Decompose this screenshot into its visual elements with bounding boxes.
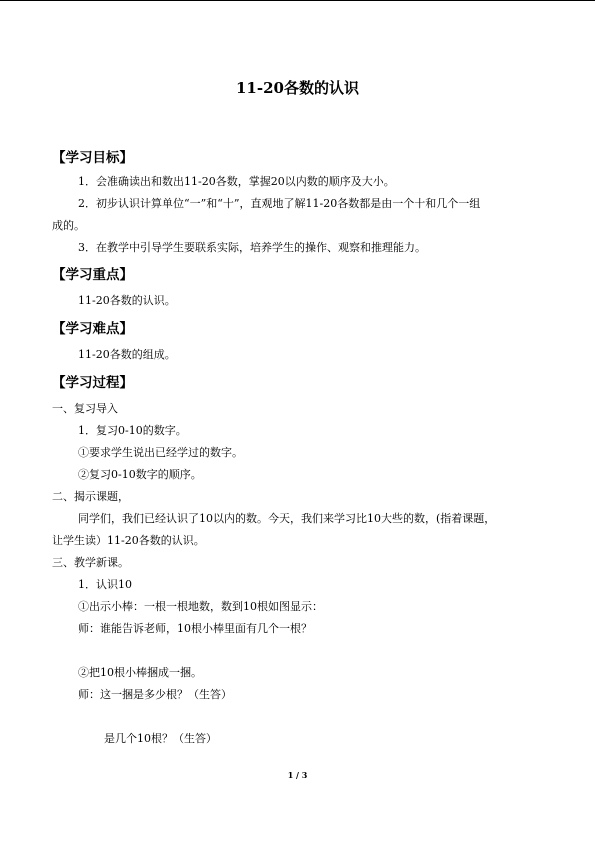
page-top-border bbox=[0, 0, 595, 1]
process-step-3: 三、教学新课。 bbox=[52, 556, 129, 569]
heading-learning-process: 【学习过程】 bbox=[52, 375, 133, 391]
process-step-3-a: ①出示小棒：一根一根地数，数到10根如图显示： bbox=[78, 600, 323, 613]
goal-2-line-2: 成的。 bbox=[52, 219, 85, 232]
process-step-3-item: 1．认识10 bbox=[78, 578, 132, 591]
process-step-2: 二、揭示课题， bbox=[52, 490, 129, 503]
heading-difficult-points: 【学习难点】 bbox=[52, 321, 133, 337]
process-step-1-a: ①要求学生说出已经学过的数字。 bbox=[78, 446, 243, 459]
process-step-1: 一、复习导入 bbox=[52, 402, 118, 415]
teacher-question-2: 师：这一捆是多少根？（生答） bbox=[78, 688, 232, 701]
difficult-points-text: 11-20各数的组成。 bbox=[78, 348, 176, 361]
goal-3: 3．在教学中引导学生要联系实际，培养学生的操作、观察和推理能力。 bbox=[78, 241, 426, 254]
teacher-question-1: 师：谁能告诉老师，10根小棒里面有几个一根？ bbox=[78, 622, 312, 635]
process-step-2-line-2: 让学生读）11-20各数的认识。 bbox=[52, 534, 205, 547]
process-step-1-item: 1．复习0-10的数字。 bbox=[78, 424, 187, 437]
page-title: 11-20各数的认识 bbox=[236, 79, 359, 97]
process-step-1-b: ②复习0-10数字的顺序。 bbox=[78, 468, 202, 481]
page-number: 1 / 3 bbox=[287, 770, 308, 780]
goal-1: 1．会准确读出和数出11-20各数，掌握20以内数的顺序及大小。 bbox=[78, 175, 395, 188]
heading-key-points: 【学习重点】 bbox=[52, 267, 133, 283]
teacher-question-3: 是几个10根？（生答） bbox=[104, 732, 217, 745]
key-points-text: 11-20各数的认识。 bbox=[78, 294, 176, 307]
process-step-3-b: ②把10根小棒捆成一捆。 bbox=[78, 666, 202, 679]
heading-learning-goals: 【学习目标】 bbox=[52, 150, 133, 166]
process-step-2-line-1: 同学们，我们已经认识了10以内的数。今天，我们来学习比10大些的数，(指着课题， bbox=[78, 512, 496, 525]
goal-2-line-1: 2．初步认识计算单位“一”和“十”，直观地了解11-20各数都是由一个十和几个一组 bbox=[78, 197, 481, 210]
